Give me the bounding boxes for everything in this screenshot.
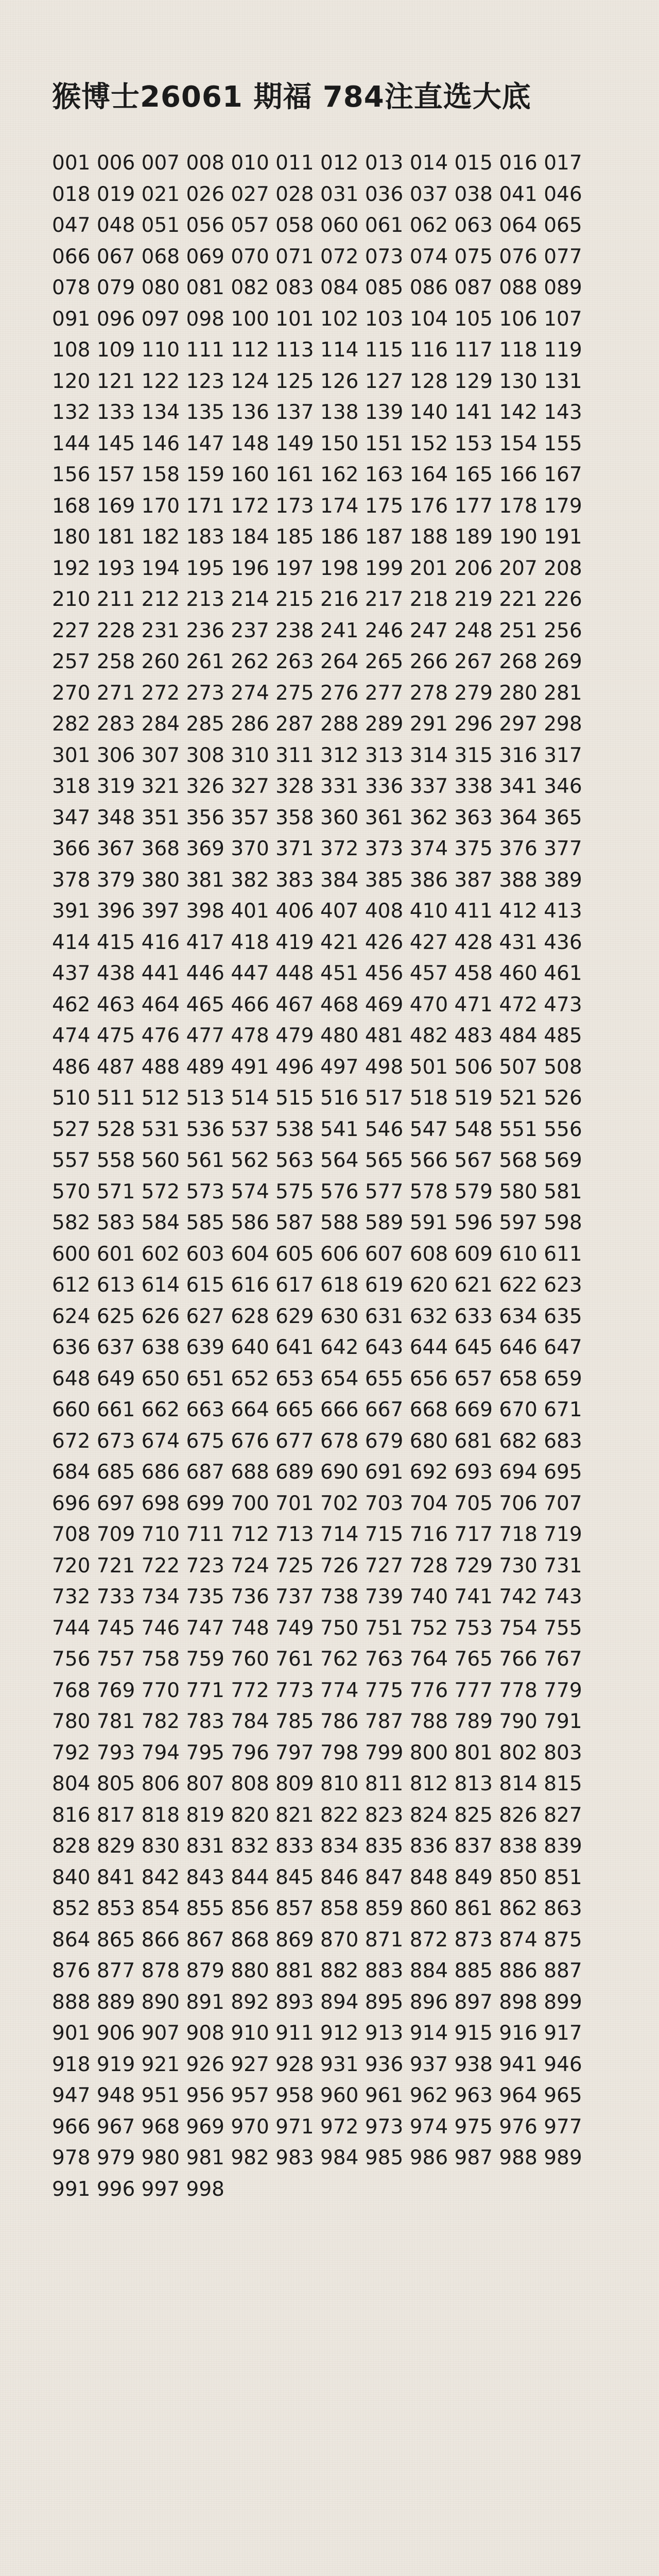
note-content bbox=[52, 0, 634, 2205]
number-list: 001 006 007 008 010 011 012 013 014 015 016 017 018 019 021 026 027 028 031 036 037 038 041 046 047 048 051 056 057 058 060 061 062 063 064 065 066 067 068 069 070 071 072 073 074 075 076 077 078 079 080 081 082 083 084 085 086 087 088 089 091 096 097 098 100 101 102 103 104 105 106 107 108 109 110 111 112 113 114 115 116 117 118 119 120 121 122 123 124 125 126 127 128 129 130 131 132 133 134 135 136 137 138 139 140 141 142 143 144 145 146 147 148 149 150 151 152 153 154 155 156 157 158 159 160 161 162 163 164 165 166 167 168 169 170 171 172 173 174 175 176 177 178 179 180 181 182 183 184 185 186 187 188 189 190 191 192 193 194 195 196 197 198 199 201 206 207 208 210 211 212 213 214 215 216 217 218 219 221 226 227 228 231 236 237 238 241 246 247 248 251 256 257 258 260 261 262 263 264 265 266 267 268 269 270 271 272 273 274 275 276 277 278 279 280 281 282 283 284 285 286 287 288 289 291 296 297 298 301 306 307 308 310 311 312 313 314 315 316 317 318 319 321 326 327 328 331 336 337 338 341 346 347 348 351 356 357 358 360 361 362 363 364 365 366 367 368 369 370 371 372 373 374 375 376 377 378 379 380 381 382 383 384 385 386 387 388 389 391 396 397 398 401 406 407 408 410 411 412 413 414 415 416 417 418 419 421 426 427 428 431 436 437 438 441 446 447 448 451 456 457 458 460 461 462 463 464 465 466 467 468 469 470 471 472 473 474 475 476 477 478 479 480 481 482 483 484 485 486 487 488 489 491 496 497 498 501 506 507 508 510 511 512 513 514 515 516 517 518 519 521 526 527 528 531 536 537 538 541 546 547 548 551 556 557 558 560 561 562 563 564 565 566 567 568 569 570 571 572 573 574 575 576 577 578 579 580 581 582 583 584 585 586 587 588 589 591 596 597 598 600 601 602 603 604 605 606 607 608 609 610 611 612 613 614 615 616 617 618 619 620 621 622 623 624 625 626 627 628 629 630 631 632 633 634 635 636 637 638 639 640 641 642 643 644 645 646 647 648 649 650 651 652 653 654 655 656 657 658 659 660 661 662 663 664 665 666 667 668 669 670 671 672 673 674 675 676 677 678 679 680 681 682 683 684 685 686 687 688 689 690 691 692 693 694 695 696 697 698 699 700 701 702 703 704 705 706 707 708 709 710 711 712 713 714 715 716 717 718 719 720 721 722 723 724 725 726 727 728 729 730 731 732 733 734 735 736 737 738 739 740 741 742 743 744 745 746 747 748 749 750 751 752 753 754 755 756 757 758 759 760 761 762 763 764 765 766 767 768 769 770 771 772 773 774 775 776 777 778 779 780 781 782 783 784 785 786 787 788 789 790 791 792 793 794 795 796 797 798 799 800 801 802 803 804 805 806 807 808 809 810 811 812 813 814 815 816 817 818 819 820 821 822 823 824 825 826 827 828 829 830 831 832 833 834 835 836 837 838 839 840 841 842 843 844 845 846 847 848 849 850 851 852 853 854 855 856 857 858 859 860 861 862 863 864 865 866 867 868 869 870 871 872 873 874 875 876 877 878 879 880 881 882 883 884 885 886 887 888 889 890 891 892 893 894 895 896 897 898 899 901 906 907 908 910 911 912 913 914 915 916 917 918 919 921 926 927 928 931 936 937 938 941 946 947 948 951 956 957 958 960 961 962 963 964 965 966 967 968 969 970 971 972 973 974 975 976 977 978 979 980 981 982 983 984 985 986 987 988 989 991 996 997 998 bbox=[52, 151, 582, 2201]
note-title: 猴博士26061 期福 784注直选大底 bbox=[52, 80, 531, 114]
